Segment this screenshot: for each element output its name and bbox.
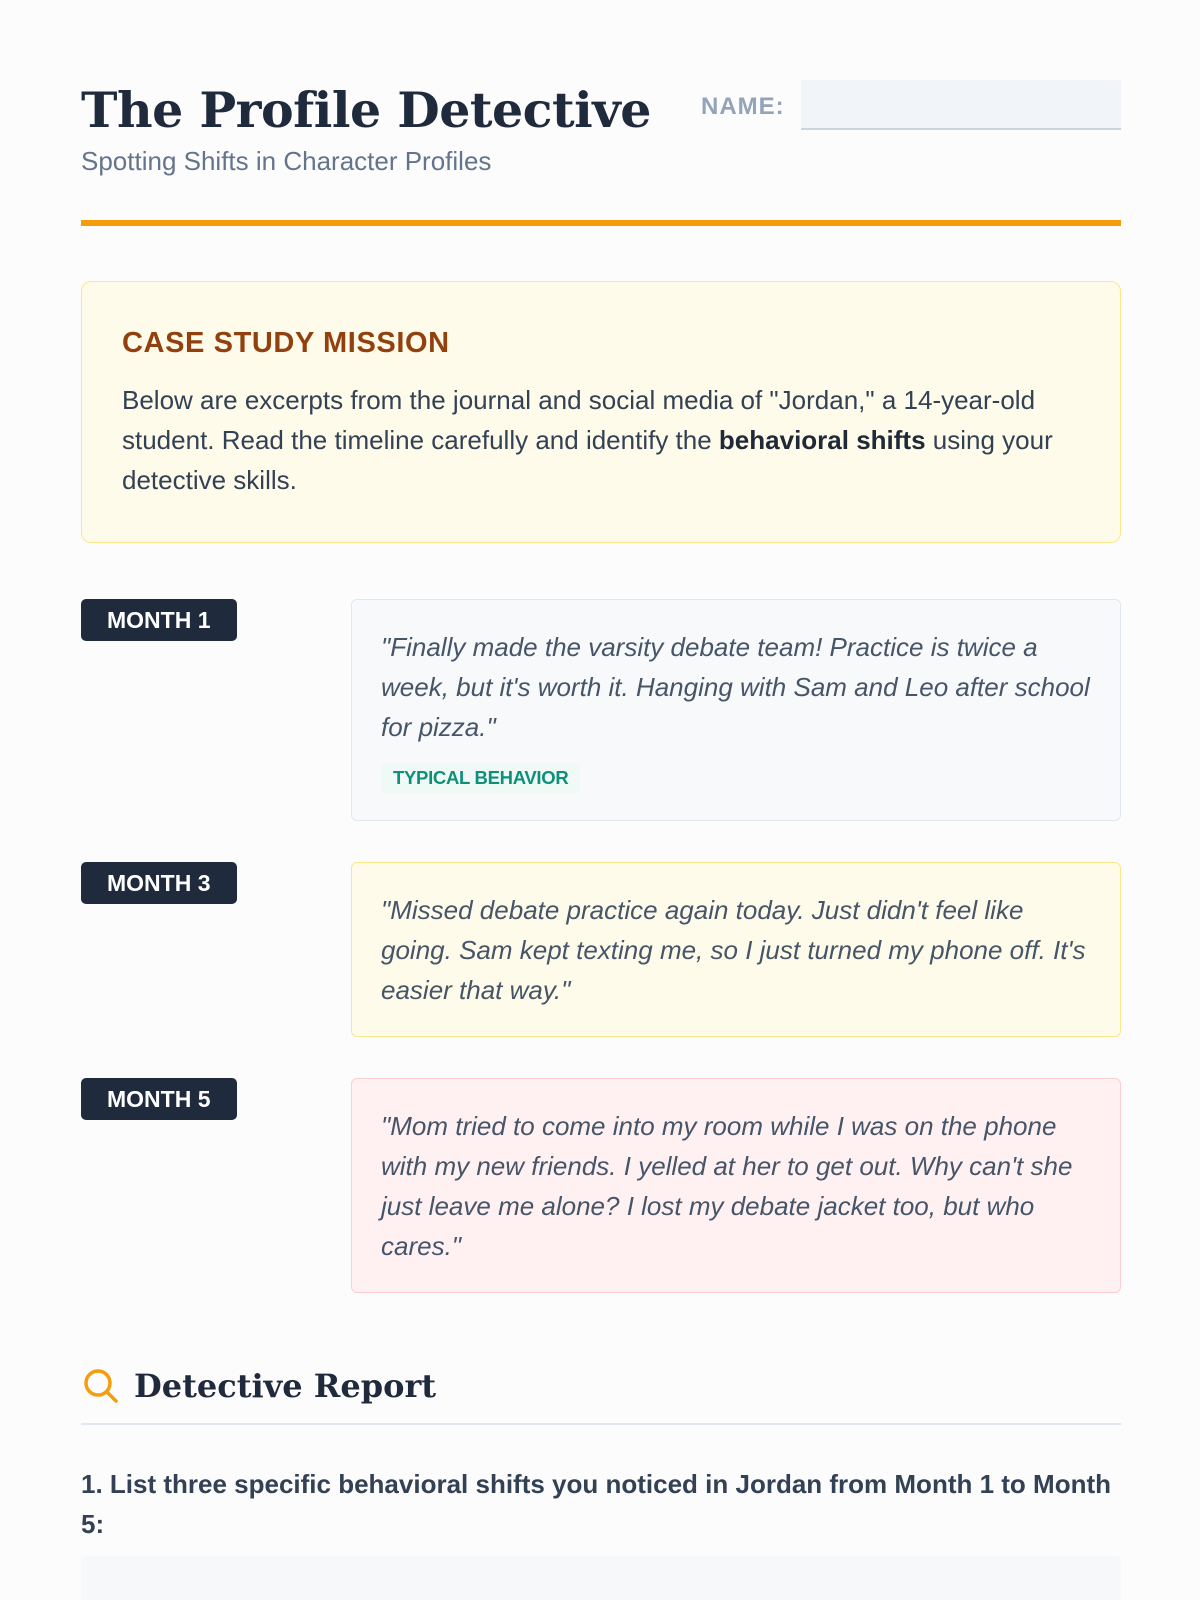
name-label: NAME: <box>701 93 785 120</box>
mission-text <box>122 380 1080 500</box>
month-5-badge: MONTH 5 <box>81 1078 237 1120</box>
month-1-entry <box>351 599 1121 821</box>
page-subtitle: Spotting Shifts in Character Profiles <box>81 146 492 176</box>
header-divider <box>81 220 1121 226</box>
mission-text-outro: using your detective skills. <box>122 425 1053 495</box>
month-3-badge: MONTH 3 <box>81 862 237 904</box>
case-study-mission-box <box>81 281 1121 543</box>
search-icon <box>83 1368 119 1404</box>
month-1-quote: "Finally made the varsity debate team! Practice is twice a week, but it's worth it. Hanging with Sam and Leo after school for pizza." <box>381 632 1090 742</box>
name-field[interactable] <box>801 80 1121 130</box>
month-3-quote: "Missed debate practice again today. Just didn't feel like going. Sam kept texting me, so I just turned my phone off. It's easier that way." <box>381 895 1086 1005</box>
month-1-badge: MONTH 1 <box>81 599 237 641</box>
detective-report-title: Detective Report <box>134 1367 437 1405</box>
month-5-entry <box>351 1078 1121 1293</box>
month-5-quote: "Mom tried to come into my room while I was on the phone with my new friends. I yelled at her to get out. Why can't she just leave me alone? I lost my debate jacket too, but who cares." <box>381 1111 1073 1261</box>
detective-report-header <box>81 1366 1121 1425</box>
question-1: 1. List three specific behavioral shifts you noticed in Jordan from Month 1 to Month 5: <box>81 1469 1111 1539</box>
page-title: The Profile Detective <box>81 81 651 139</box>
mission-title: CASE STUDY MISSION <box>122 327 450 359</box>
typical-behavior-tag: TYPICAL BEHAVIOR <box>381 763 580 793</box>
mission-text-intro: Below are excerpts from the journal and social media of "Jordan," a 14-year-old student. Read the timeline carefully and identify the <box>122 385 1036 455</box>
worksheet-header <box>81 80 1121 230</box>
month-3-entry <box>351 862 1121 1037</box>
question-1-answer-field[interactable] <box>81 1556 1121 1600</box>
mission-text-emphasis: behavioral shifts <box>718 425 926 455</box>
